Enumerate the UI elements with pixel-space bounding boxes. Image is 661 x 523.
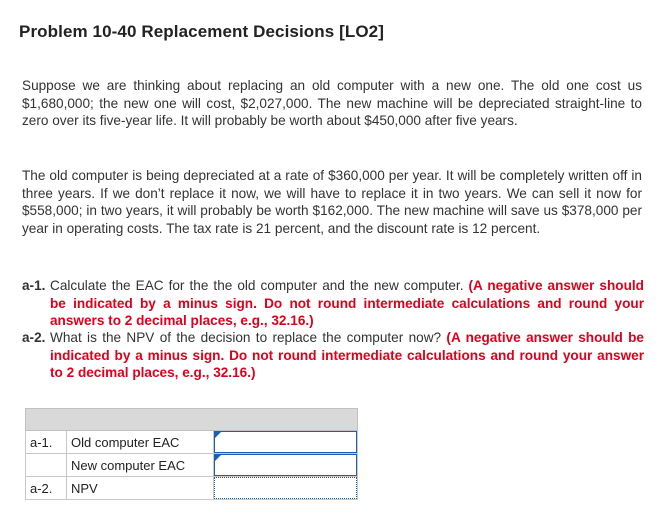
question-a2-text: What is the NPV of the decision to replace the computer now? <box>50 330 442 345</box>
question-a1-note: (A negative answer should be indicated by a minus sign. Do not round intermediate calculations and round your answers to 2 decimal places, e.g., 32.16.) <box>50 278 644 328</box>
question-a2-body <box>50 329 644 382</box>
row-description: New computer EAC <box>67 454 214 477</box>
row-label <box>26 454 67 477</box>
question-a1-label: a-1. <box>22 278 46 293</box>
answer-table-header-cell <box>26 409 358 431</box>
answer-marker-icon <box>215 455 221 461</box>
new-computer-eac-input[interactable] <box>214 454 357 476</box>
answer-cell <box>214 477 358 500</box>
page-title: Problem 10-40 Replacement Decisions [LO2] <box>19 22 385 41</box>
question-a1-body <box>50 277 644 330</box>
question-a2 <box>22 329 644 382</box>
table-row <box>26 454 358 477</box>
table-row <box>26 431 358 454</box>
question-a2-label: a-2. <box>22 330 46 345</box>
question-a1-text: Calculate the EAC for the the old computer and the new computer. <box>50 278 464 293</box>
row-label: a-2. <box>26 477 67 500</box>
answer-table <box>25 408 358 500</box>
npv-input[interactable] <box>214 477 357 499</box>
problem-paragraph-1: Suppose we are thinking about replacing an old computer with a new one. The old one cost us $1,680,000; the new one will cost, $2,027,000. The new machine will be depreciated straight-line to zero over its five-year life. It will probably be worth about $450,000 after five years. <box>22 78 642 128</box>
answer-cell <box>214 454 358 477</box>
question-a2-note: (A negative answer should be indicated by a minus sign. Do not round intermediate calculations and round your answer to 2 decimal places, e.g., 32.16.) <box>50 330 644 380</box>
table-row <box>26 477 358 500</box>
row-label: a-1. <box>26 431 67 454</box>
old-computer-eac-input[interactable] <box>214 431 357 453</box>
problem-paragraph-2: The old computer is being depreciated at a rate of $360,000 per year. It will be completely written off in three years. If we don’t replace it now, we will have to replace it in two years. We can sell it now for $558,000; in two years, it will probably be worth $162,000. The new machine will save us $378,000 per year in operating costs. The tax rate is 21 percent, and the discount rate is 12 percent. <box>22 168 642 236</box>
answer-cell <box>214 431 358 454</box>
row-description: NPV <box>67 477 214 500</box>
row-description: Old computer EAC <box>67 431 214 454</box>
question-a1 <box>22 277 644 330</box>
answer-table-header <box>26 409 358 431</box>
answer-marker-icon <box>215 432 221 438</box>
